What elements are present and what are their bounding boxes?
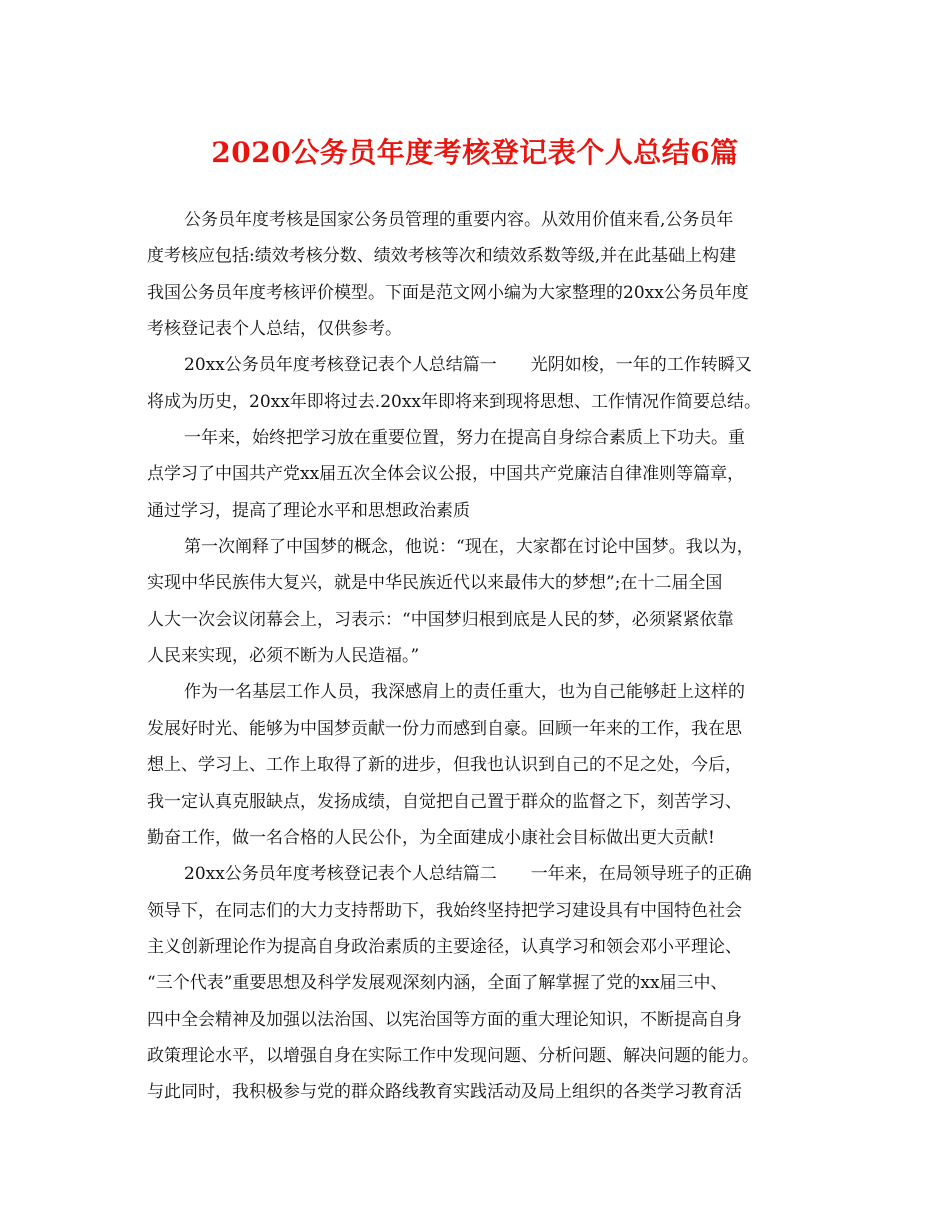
body-line: 勤奋工作，做一名合格的人民公仆，为全面建成小康社会目标做出更大贡献! bbox=[147, 827, 715, 848]
body-line: 考核登记表个人总结，仅供参考。 bbox=[147, 319, 402, 340]
body-line: 点学习了中国共产党xx届五次全体会议公报，中国共产党廉洁自律准则等篇章， bbox=[147, 464, 745, 485]
body-line: 我国公务员年度考核评价模型。下面是范文网小编为大家整理的20xx公务员年度 bbox=[147, 282, 749, 303]
body-line: 公务员年度考核是国家公务员管理的重要内容。从效用价值来看,公务员年 bbox=[184, 210, 734, 230]
body-line: 通过学习，提高了理论水平和思想政治素质 bbox=[147, 500, 470, 521]
body-line: 实现中华民族伟大复兴，就是中华民族近代以来最伟大的梦想”;在十二届全国 bbox=[147, 573, 723, 594]
body-line: 发展好时光、能够为中国梦贡献一份力而感到自豪。回顾一年来的工作，我在思 bbox=[147, 718, 742, 739]
page-title: 2020公务员年度考核登记表个人总结6篇 bbox=[211, 136, 739, 169]
body-line: 第一次阐释了中国梦的概念，他说：“现在，大家都在讨论中国梦。我以为， bbox=[184, 537, 754, 558]
body-line: 我一定认真克服缺点，发扬成绩，自觉把自己置于群众的监督之下，刻苦学习、 bbox=[147, 791, 742, 812]
body-line: 政策理论水平，以增强自身在实际工作中发现问题、分析问题、解决问题的能力。 bbox=[147, 1045, 759, 1066]
body-line: 20xx公务员年度考核登记表个人总结篇一 光阴如梭，一年的工作转瞬又 bbox=[184, 355, 752, 376]
body-line: 四中全会精神及加强以法治国、以宪治国等方面的重大理论知识，不断提高自身 bbox=[147, 1009, 742, 1030]
body-line: 一年来，始终把学习放在重要位置，努力在提高自身综合素质上下功夫。重 bbox=[184, 428, 745, 449]
body-line: 度考核应包括:绩效考核分数、绩效考核等次和绩效系数等级,并在此基础上构建 bbox=[147, 246, 737, 267]
document-body bbox=[147, 202, 807, 1111]
body-line: 想上、学习上、工作上取得了新的进步，但我也认识到自己的不足之处，今后， bbox=[147, 755, 742, 776]
body-line: “三个代表”重要思想及科学发展观深刻内涵，全面了解掌握了党的xx届三中、 bbox=[147, 973, 728, 994]
body-line: 主义创新理论作为提高自身政治素质的主要途径，认真学习和领会邓小平理论、 bbox=[147, 936, 742, 957]
body-line: 作为一名基层工作人员，我深感肩上的责任重大，也为自己能够赶上这样的 bbox=[184, 682, 745, 703]
body-line: 将成为历史，20xx年即将过去.20xx年即将来到现将思想、工作情况作简要总结。 bbox=[147, 391, 762, 412]
body-line: 人大一次会议闭幕会上，习表示：“中国梦归根到底是人民的梦，必须紧紧依靠 bbox=[147, 609, 734, 630]
body-line: 20xx公务员年度考核登记表个人总结篇二 一年来，在局领导班子的正确 bbox=[184, 864, 752, 885]
body-line: 与此同时，我积极参与党的群众路线教育实践活动及局上组织的各类学习教育活 bbox=[147, 1082, 742, 1103]
body-line: 人民来实现，必须不断为人民造福。” bbox=[147, 646, 420, 667]
body-line: 领导下，在同志们的大力支持帮助下，我始终坚持把学习建设具有中国特色社会 bbox=[147, 900, 742, 921]
